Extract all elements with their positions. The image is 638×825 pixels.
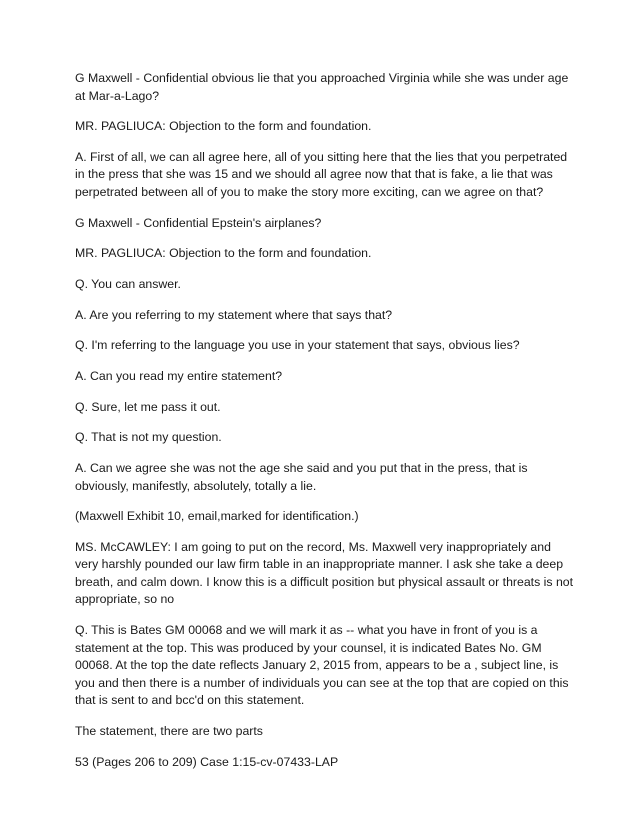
paragraph-two-parts: The statement, there are two parts [75,723,263,738]
paragraph-not-my-question: Q. That is not my question. [75,430,222,445]
paragraph-objection-2: MR. PAGLIUCA: Objection to the form and foundation. [75,246,372,261]
paragraph-bates-statement: Q. This is Bates GM 00068 and we will mark it as -- what you have in front of you is a statement at the top. This was produced by your counsel, it is indicated Bates No. GM 00068. At the top the date reflects January 2, 2015 from, appears to be a , subject line, is you and then there is a number of individuals you can see at the top that are copied on this that is sent to and bcc'd on this statement. [75,623,569,708]
paragraph-pass-it-out: Q. Sure, let me pass it out. [75,399,221,414]
paragraph-you-can-answer: Q. You can answer. [75,276,181,291]
page-footer-case-number: 53 (Pages 206 to 209) Case 1:15-cv-07433-LAP [75,754,339,769]
paragraph-question-mar-a-lago: G Maxwell - Confidential obvious lie that you approached Virginia while she was under age at Mar-a-Lago? [75,71,569,103]
paragraph-mccawley-record: MS. McCAWLEY: I am going to put on the record, Ms. Maxwell very inappropriately and very harshly pounded our law firm table in an inappropriate manner. I ask she take a deep breath, and calm down. I know this is a difficult position but physical assault or threats is not appropriate, so no [75,539,574,607]
transcript-body [75,70,575,784]
paragraph-obvious-lies-language: Q. I'm referring to the language you use in your statement that says, obvious lies? [75,338,520,353]
paragraph-answer-press-lies: A. First of all, we can all agree here, all of you sitting here that the lies that you perpetrated in the press that she was 15 and we should all agree now that that is fake, a lie that was perpetrated between all of you to make the story more exciting, can we agree on that? [75,149,568,199]
paragraph-read-entire-statement: A. Can you read my entire statement? [75,369,283,383]
paragraph-objection-1: MR. PAGLIUCA: Objection to the form and foundation. [75,119,372,134]
paragraph-exhibit-marked: (Maxwell Exhibit 10, email,marked for identification.) [75,509,359,524]
paragraph-agree-age: A. Can we agree she was not the age she said and you put that in the press, that is obviously, manifestly, absolutely, totally a lie. [75,461,528,493]
paragraph-referring-statement: A. Are you referring to my statement where that says that? [75,307,393,322]
paragraph-question-airplanes: G Maxwell - Confidential Epstein's airplanes? [75,215,322,230]
